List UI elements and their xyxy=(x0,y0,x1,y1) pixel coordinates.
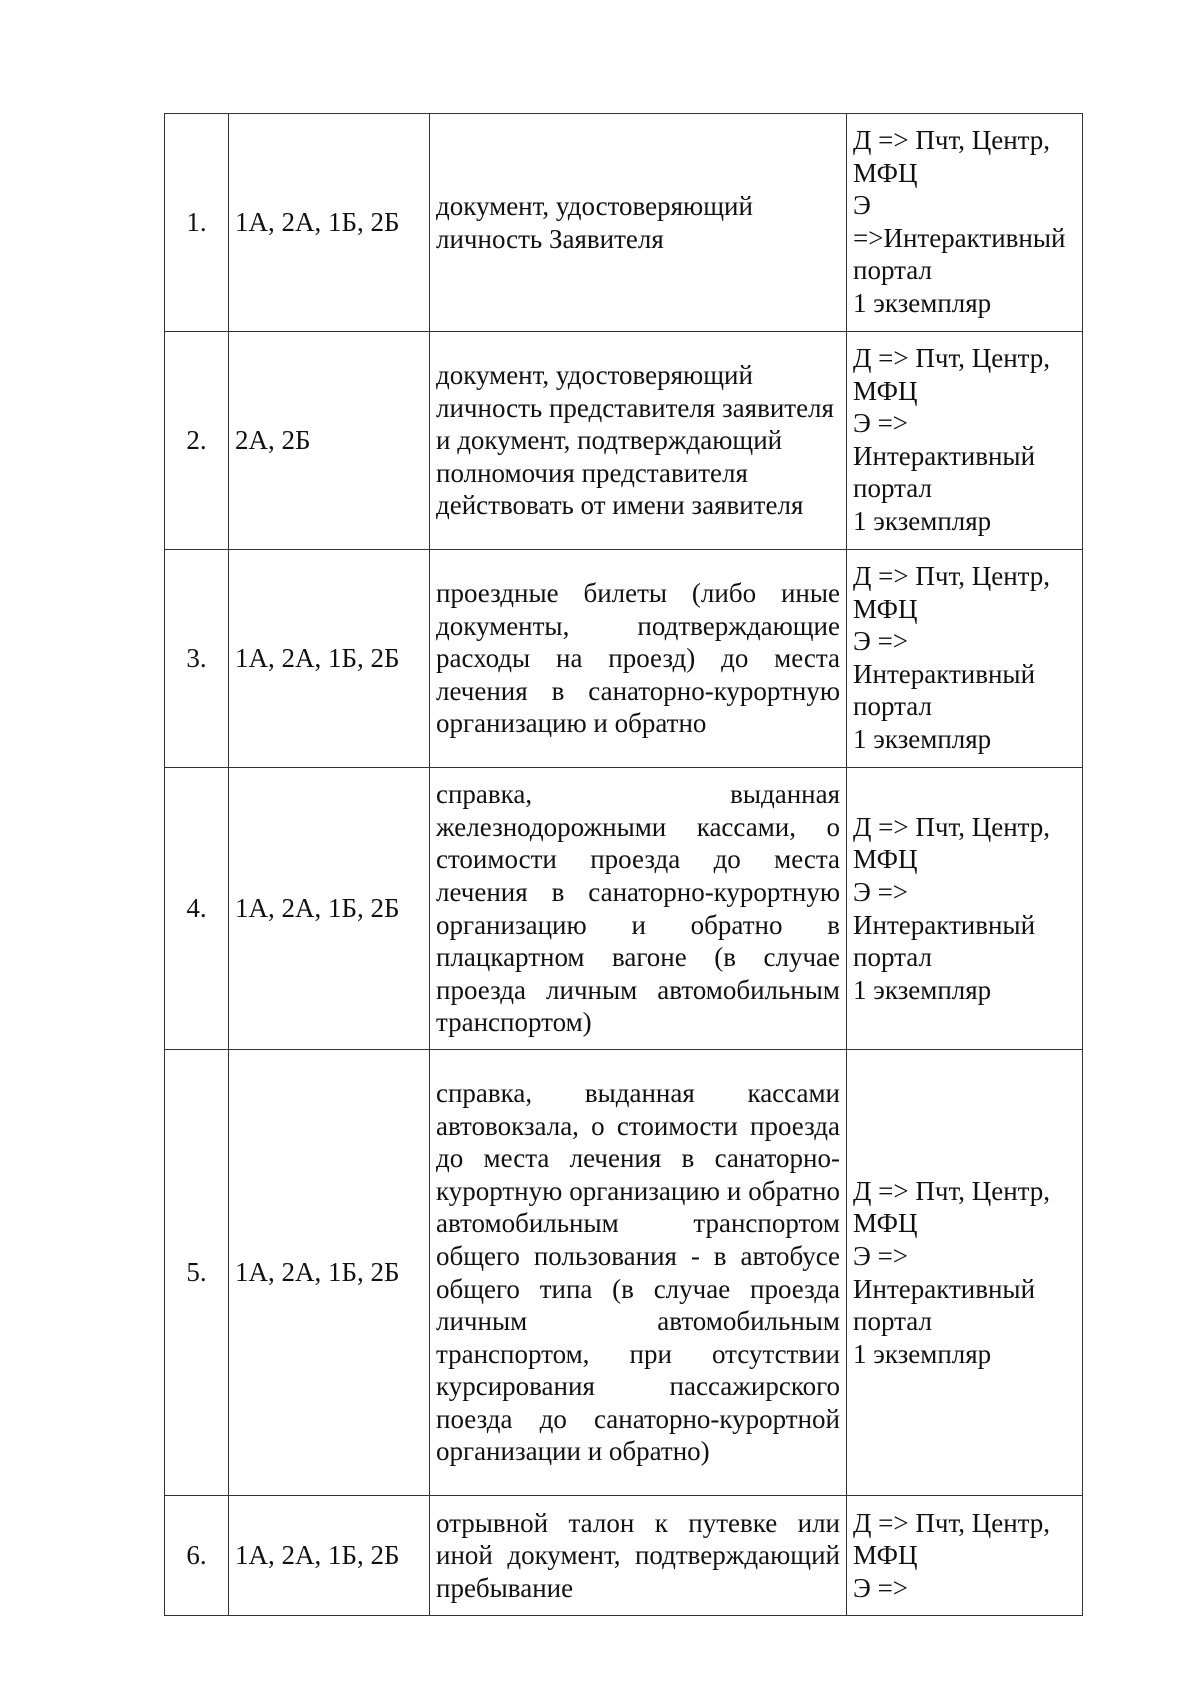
submission-electronic: Э => Интерактивный портал xyxy=(853,408,1036,504)
row-number: 2. xyxy=(165,332,229,550)
applicant-categories: 1А, 2А, 1Б, 2Б xyxy=(229,1496,430,1616)
table-row xyxy=(165,550,1083,768)
row-number: 6. xyxy=(165,1496,229,1616)
document-description: проездные билеты (либо иные документы, подтверждающие расходы на проезд) до места лечения в санаторно-курортную организацию и обратно xyxy=(430,550,847,768)
submission-method xyxy=(847,332,1083,550)
submission-paper: Д => Пчт, Центр, МФЦ xyxy=(853,1507,1051,1571)
submission-method xyxy=(847,768,1083,1050)
submission-copies: 1 экземпляр xyxy=(853,974,992,1005)
submission-method xyxy=(847,1050,1083,1496)
document-description: документ, удостоверяющий личность Заявителя xyxy=(430,114,847,332)
submission-copies: 1 экземпляр xyxy=(853,505,992,536)
submission-paper: Д => Пчт, Центр, МФЦ xyxy=(853,343,1051,406)
documents-table xyxy=(164,113,1083,1616)
submission-paper: Д => Пчт, Центр, МФЦ xyxy=(853,561,1051,624)
submission-copies: 1 экземпляр xyxy=(853,287,992,318)
applicant-categories: 2А, 2Б xyxy=(229,332,430,550)
submission-paper: Д => Пчт, Центр, МФЦ xyxy=(853,811,1051,875)
submission-method xyxy=(847,114,1083,332)
table-row xyxy=(165,1050,1083,1496)
document-description: справка, выданная железнодорожными кассами, о стоимости проезда до места лечения в санаторно-курортную организацию и обратно в плацкартном вагоне (в случае проезда личным автомобильным транспортом) xyxy=(430,768,847,1050)
table-row xyxy=(165,768,1083,1050)
submission-paper: Д => Пчт, Центр, МФЦ xyxy=(853,125,1051,188)
table-row xyxy=(165,332,1083,550)
row-number: 3. xyxy=(165,550,229,768)
row-number: 5. xyxy=(165,1050,229,1496)
submission-paper: Д => Пчт, Центр, МФЦ xyxy=(853,1175,1051,1239)
applicant-categories: 1А, 2А, 1Б, 2Б xyxy=(229,1050,430,1496)
submission-copies: 1 экземпляр xyxy=(853,723,992,754)
document-description: отрывной талон к путевке или иной документ, подтверждающий пребывание xyxy=(430,1496,847,1616)
row-number: 4. xyxy=(165,768,229,1050)
applicant-categories: 1А, 2А, 1Б, 2Б xyxy=(229,768,430,1050)
submission-electronic: Э => xyxy=(853,1572,909,1603)
table-row xyxy=(165,114,1083,332)
submission-method xyxy=(847,1496,1083,1616)
submission-electronic: Э =>Интерактивный портал xyxy=(853,190,1066,286)
document-description: документ, удостоверяющий личность представителя заявителя и документ, подтверждающий полномочия представителя действовать от имени заявителя xyxy=(430,332,847,550)
table-row xyxy=(165,1496,1083,1616)
submission-electronic: Э => Интерактивный портал xyxy=(853,876,1036,973)
applicant-categories: 1А, 2А, 1Б, 2Б xyxy=(229,550,430,768)
submission-method xyxy=(847,550,1083,768)
submission-electronic: Э => Интерактивный портал xyxy=(853,626,1036,722)
row-number: 1. xyxy=(165,114,229,332)
applicant-categories: 1А, 2А, 1Б, 2Б xyxy=(229,114,430,332)
submission-electronic: Э => Интерактивный портал xyxy=(853,1240,1036,1337)
document-description: справка, выданная кассами автовокзала, о стоимости проезда до места лечения в санаторно-курортную организацию и обратно автомобильным транспортом общего пользования - в автобусе общего типа (в случае проезда личным автомобильным транспортом, при отсутствии курсирования пассажирского поезда до санаторно-курортной организации и обратно) xyxy=(430,1050,847,1496)
submission-copies: 1 экземпляр xyxy=(853,1338,992,1369)
